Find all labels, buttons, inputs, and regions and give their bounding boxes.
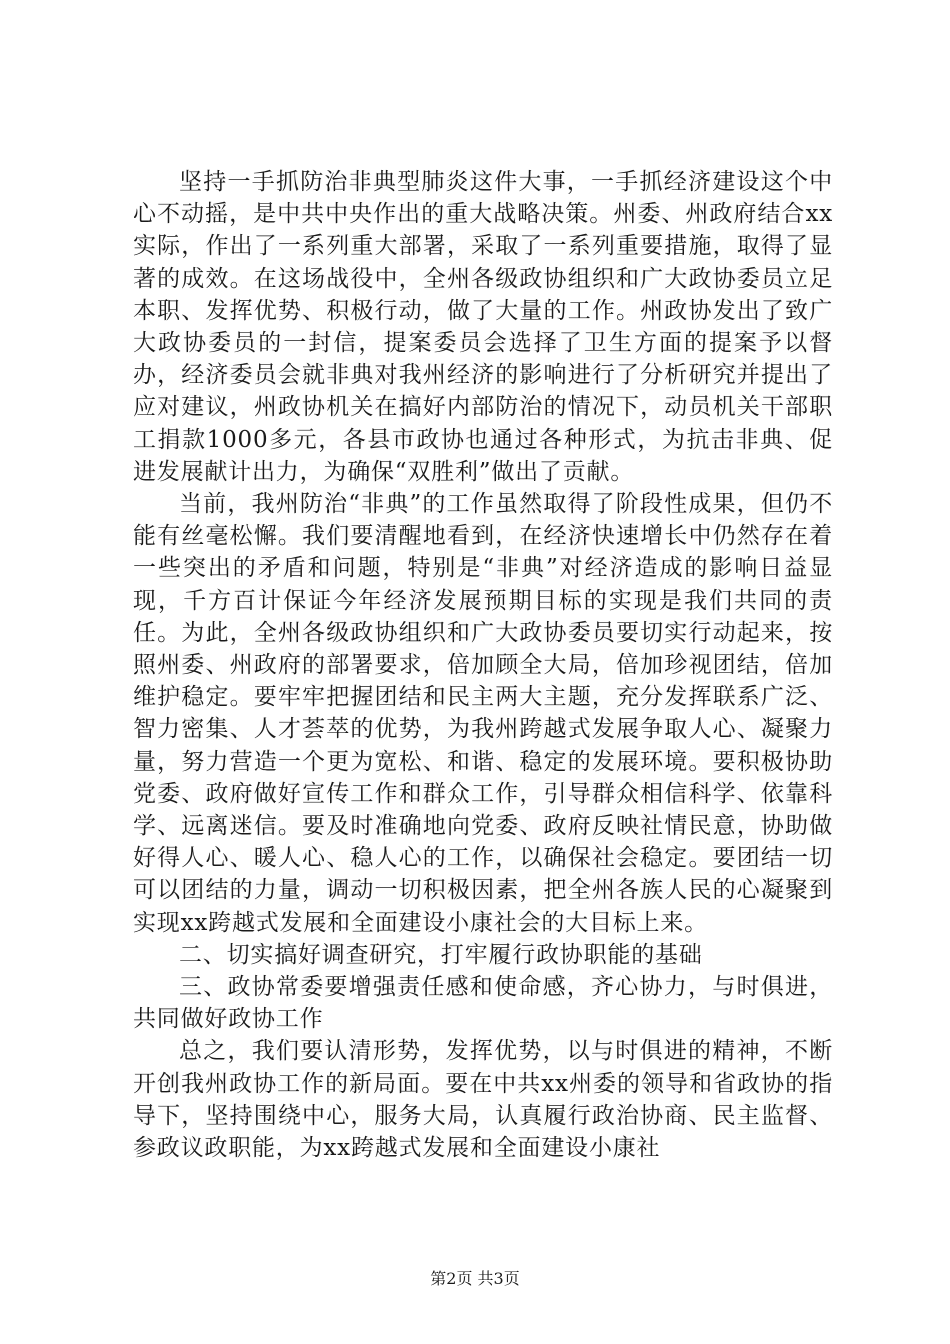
section-heading-3: 三、政协常委要增强责任感和使命感，齐心协力，与时俱进，共同做好政协工作 bbox=[133, 974, 833, 1033]
paragraph-conclusion: 总之，我们要认清形势，发挥优势，以与时俱进的精神，不断开创我州政协工作的新局面。要在中共xx州委的领导和省政协的指导下，坚持围绕中心，服务大局，认真履行政治协商、民主监督、参政议政职能，为xx跨越式发展和全面建设小康社 bbox=[133, 1038, 833, 1162]
page-number-footer: 第2页 共3页 bbox=[430, 1269, 520, 1288]
paragraph-2: 当前，我州防治“非典”的工作虽然取得了阶段性成果，但仍不能有丝毫松懈。我们要清醒地看到，在经济快速增长中仍然存在着一些突出的矛盾和问题，特别是“非典”对经济造成的影响日益显现，千方百计保证今年经济发展预期目标的实现是我们共同的责任。为此，全州各级政协组织和广大政协委员要切实行动起来，按照州委、州政府的部署要求，倍加顾全大局，倍加珍视团结，倍加维护稳定。要牢牢把握团结和民主两大主题，充分发挥联系广泛、智力密集、人才荟萃的优势，为我州跨越式发展争取人心、凝聚力量，努力营造一个更为宽松、和谐、稳定的发展环境。要积极协助党委、政府做好宣传工作和群众工作，引导群众相信科学、依靠科学、远离迷信。要及时准确地向党委、政府反映社情民意，协助做好得人心、暖人心、稳人心的工作，以确保社会稳定。要团结一切可以团结的力量，调动一切积极因素，把全州各族人民的心凝聚到实现xx跨越式发展和全面建设小康社会的大目标上来。 bbox=[133, 491, 833, 936]
section-heading-2: 二、切实搞好调查研究，打牢履行政协职能的基础 bbox=[179, 941, 703, 968]
document-body bbox=[133, 166, 833, 1164]
paragraph-1: 坚持一手抓防治非典型肺炎这件大事，一手抓经济建设这个中心不动摇，是中共中央作出的重大战略决策。州委、州政府结合xx实际，作出了一系列重大部署，采取了一系列重要措施，取得了显著的成效。在这场战役中，全州各级政协组织和广大政协委员立足本职、发挥优势、积极行动，做了大量的工作。州政协发出了致广大政协委员的一封信，提案委员会选择了卫生方面的提案予以督办，经济委员会就非典对我州经济的影响进行了分析研究并提出了应对建议，州政协机关在搞好内部防治的情况下，动员机关干部职工捐款1000多元，各县市政协也通过各种形式，为抗击非典、促进发展献计出力，为确保“双胜利”做出了贡献。 bbox=[133, 169, 833, 485]
